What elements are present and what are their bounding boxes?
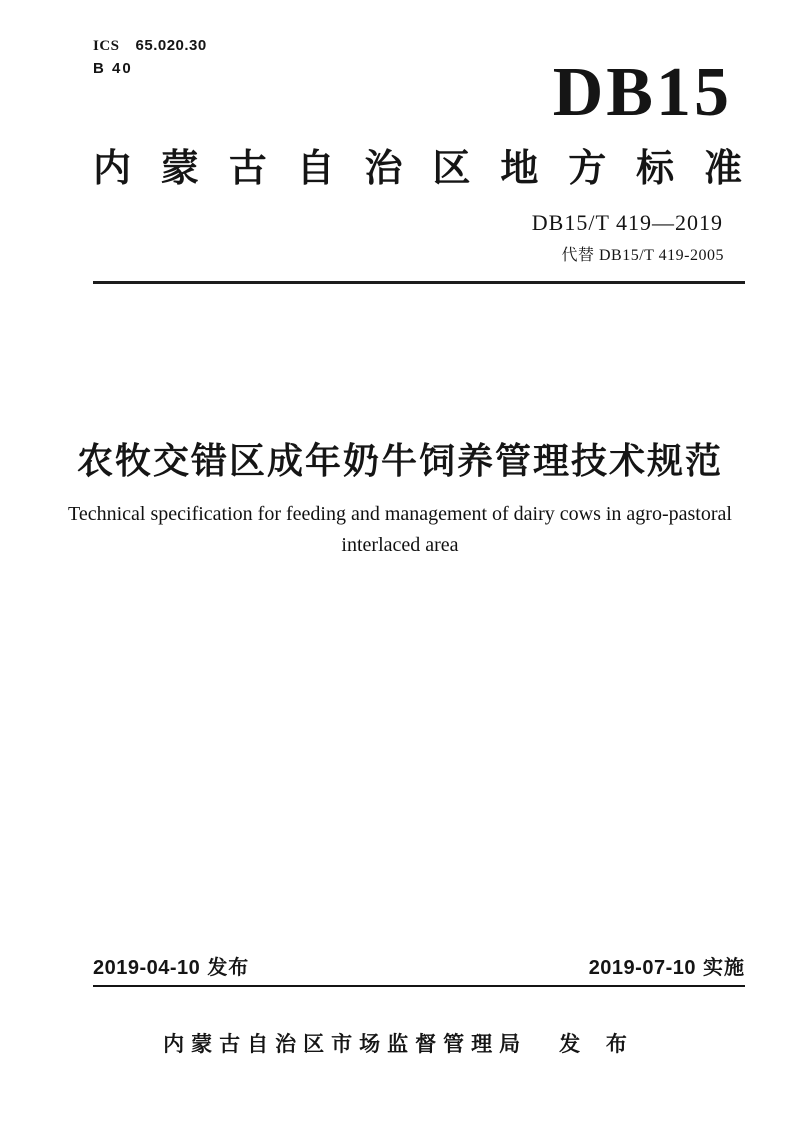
publisher-row (0, 1028, 800, 1058)
implementation-date-cell (589, 951, 745, 980)
ics-label: ICS (93, 38, 120, 54)
document-title-en-line1: Technical specification for feeding and management of dairy cows in agro-pastoral (68, 503, 732, 525)
publisher-action-label: 发 布 (559, 1033, 637, 1056)
publisher-name: 内蒙古自治区市场监督管理局 (163, 1033, 528, 1056)
standard-number: DB15/T 419—2019 (531, 210, 723, 235)
document-title-en (60, 499, 740, 561)
standard-category-heading: 内 蒙 古 自 治 区 地 方 标 准 (93, 148, 742, 190)
issue-label: 发布 (207, 957, 250, 979)
db15-logo: DB15 (552, 54, 732, 131)
header-rule (93, 281, 745, 284)
classification-code: B 40 (93, 60, 133, 77)
ics-value: 65.020.30 (135, 37, 207, 54)
implementation-label: 实施 (703, 957, 745, 979)
issue-date-cell (93, 951, 249, 980)
document-title-en-line2: interlaced area (341, 534, 459, 556)
issue-date: 2019-04-10 (93, 957, 201, 979)
ics-row (93, 37, 207, 55)
document-title-cn: 农牧交错区成年奶牛饲养管理技术规范 (76, 440, 723, 481)
implementation-date: 2019-07-10 (588, 957, 696, 979)
replaces-note: 代替 DB15/T 419-2005 (561, 247, 724, 264)
date-rule-row (93, 951, 745, 987)
